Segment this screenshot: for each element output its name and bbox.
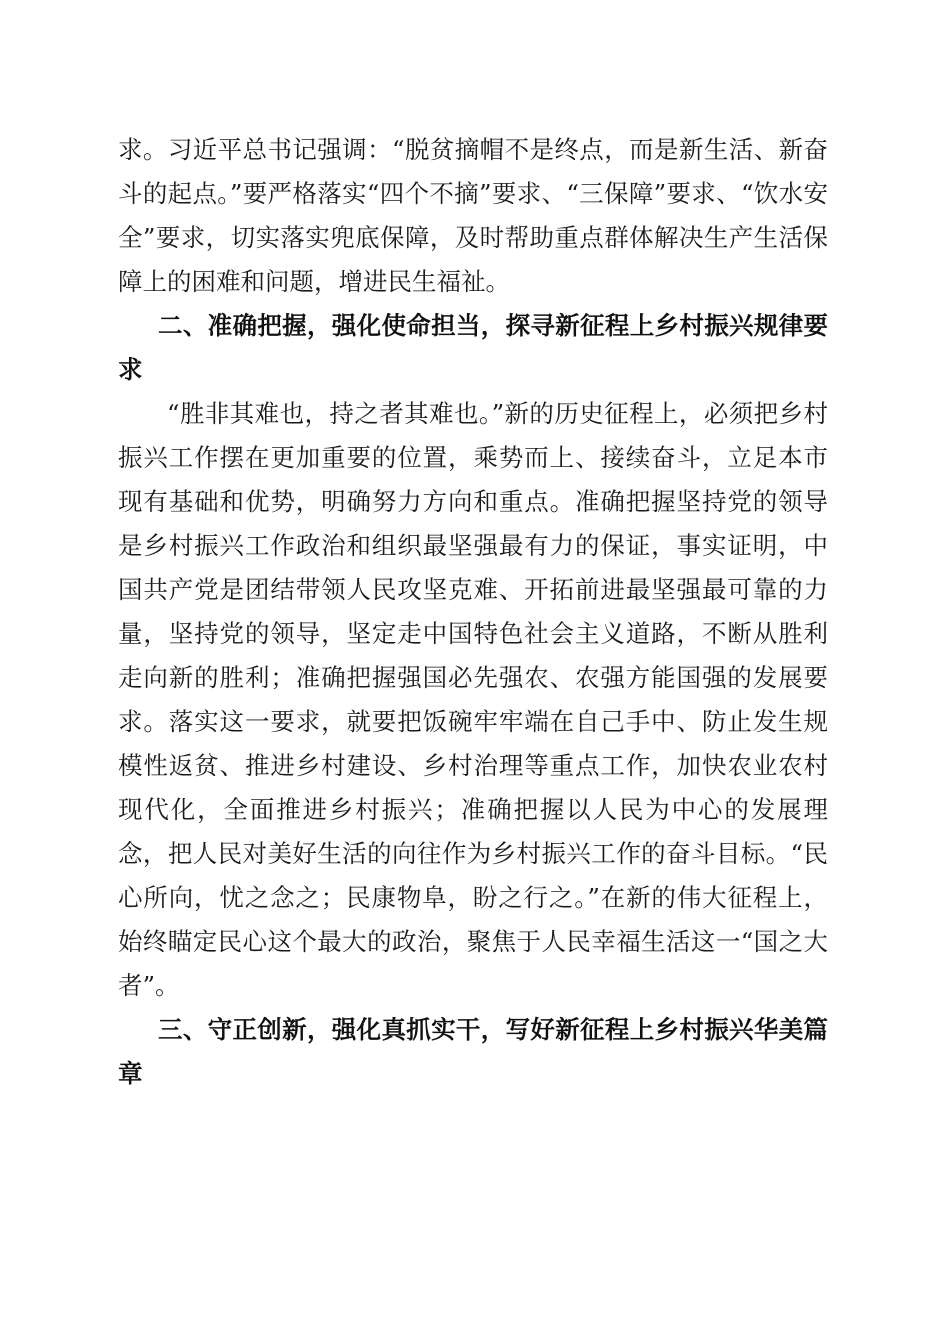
document-body [118, 128, 828, 1096]
paragraph-continuation: 求。习近平总书记强调：“脱贫摘帽不是终点，而是新生活、新奋斗的起点。”要严格落实“四个不摘”要求、“三保障”要求、“饮水安全”要求，切实落实兜底保障，及时帮助重点群体解决生产生活保障上的困难和问题，增进民生福祉。 [118, 135, 828, 296]
section-heading-2: 二、准确把握，强化使命担当，探寻新征程上乡村振兴规律要求 [118, 311, 828, 384]
paragraph-section-2: “胜非其难也，持之者其难也。”新的历史征程上，必须把乡村振兴工作摆在更加重要的位置，乘势而上、接续奋斗，立足本市现有基础和优势，明确努力方向和重点。准确把握坚持党的领导是乡村振兴工作政治和组织最坚强最有力的保证，事实证明，中国共产党是团结带领人民攻坚克难、开拓前进最坚强最可靠的力量，坚持党的领导，坚定走中国特色社会主义道路，不断从胜利走向新的胜利；准确把握强国必先强农、农强方能国强的发展要求。落实这一要求，就要把饭碗牢牢端在自己手中、防止发生规模性返贫、推进乡村建设、乡村治理等重点工作，加快农业农村现代化，全面推进乡村振兴；准确把握以人民为中心的发展理念，把人民对美好生活的向往作为乡村振兴工作的奋斗目标。“民心所向，忧之念之；民康物阜，盼之行之。”在新的伟大征程上，始终瞄定民心这个最大的政治，聚焦于人民幸福生活这一“国之大者”。 [118, 399, 828, 1000]
section-heading-3: 三、守正创新，强化真抓实干，写好新征程上乡村振兴华美篇章 [118, 1015, 828, 1088]
